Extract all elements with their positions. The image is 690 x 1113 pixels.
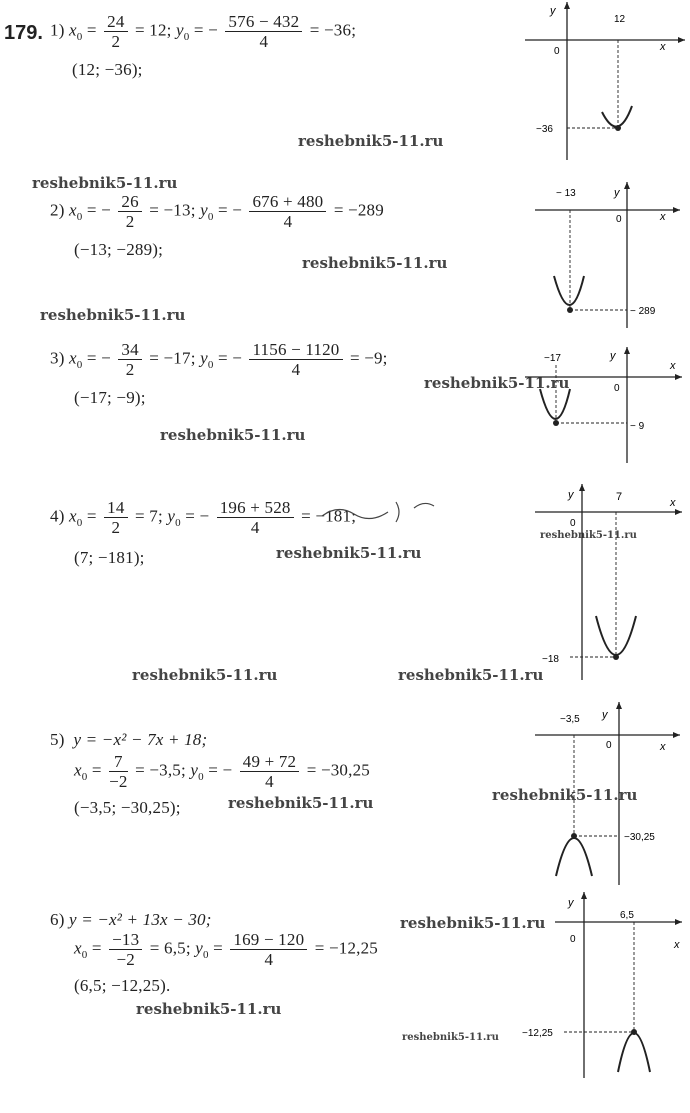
y-axis-label: y <box>550 5 556 17</box>
vertex-point <box>615 125 621 131</box>
denominator: 4 <box>250 518 260 537</box>
solution-5-equation <box>50 730 207 750</box>
result: = −12,25 <box>314 938 379 958</box>
fraction <box>109 752 128 791</box>
subscript: 0 <box>81 948 88 961</box>
result: = 6,5; <box>149 938 191 958</box>
x-axis-label: x <box>660 741 666 753</box>
item-label: 3) <box>50 348 65 368</box>
solution-3-line-1: 3) $x_0$ = − $\frac{34}{2}$ = −17; $y_0$ = − $\frac{1156 - 1120}{4}$ = −9; <box>50 340 388 379</box>
denominator: 4 <box>264 950 274 969</box>
watermark: reshebnik5-11.ru <box>276 544 422 562</box>
denominator: 2 <box>111 518 121 537</box>
numerator: 34 <box>118 340 141 360</box>
parabola-curve <box>618 1033 650 1072</box>
denominator: 4 <box>259 32 269 51</box>
numerator: −13 <box>109 930 142 950</box>
subscript: 0 <box>203 948 209 961</box>
vertex-x-label: −3,5 <box>560 714 580 725</box>
subscript: 0 <box>81 770 88 783</box>
numerator: 24 <box>104 12 127 32</box>
var-y: y <box>167 506 176 526</box>
x-axis-arrow-icon <box>675 509 682 515</box>
x-axis-arrow-icon <box>673 732 680 738</box>
y-axis-arrow-icon <box>564 2 570 9</box>
x-axis-arrow-icon <box>675 374 682 380</box>
watermark: reshebnik5-11.ru <box>132 666 278 684</box>
watermark: reshebnik5-11.ru <box>32 174 178 192</box>
item-label: 1) <box>50 20 65 40</box>
denominator: 2 <box>111 32 121 51</box>
result: = −30,25 <box>306 760 370 780</box>
vertex-point <box>631 1029 637 1035</box>
result: = −36; <box>309 20 357 40</box>
parabola-graph-1 <box>520 0 690 165</box>
var-x: x <box>69 506 77 526</box>
vertex-point-3: (−17; −9); <box>74 388 146 407</box>
parabola-graph-3 <box>520 345 690 470</box>
watermark: reshebnik5-11.ru <box>228 794 374 812</box>
parabola-graph-5 <box>530 700 690 890</box>
origin-label: 0 <box>616 214 622 225</box>
y-axis-arrow-icon <box>624 182 630 189</box>
y-axis-label: y <box>568 897 574 909</box>
watermark: reshebnik5-11.ru <box>298 132 444 150</box>
numerator: 14 <box>104 498 127 518</box>
fraction <box>109 930 142 969</box>
vertex-y-label: −36 <box>536 124 553 135</box>
denominator: −2 <box>116 950 135 969</box>
watermark: reshebnik5-11.ru <box>540 530 637 541</box>
parabola-curve <box>540 389 570 419</box>
denominator: 4 <box>291 360 301 379</box>
vertex-y-label: − 9 <box>630 421 645 432</box>
y-axis-arrow-icon <box>624 347 630 354</box>
solution-2-line-1: 2) $x_0$ = − $\frac{26}{2}$ = −13; $y_0$ = − $\frac{676 + 480}{4}$ = −289 <box>50 192 384 231</box>
origin-label: 0 <box>614 383 620 394</box>
watermark: reshebnik5-11.ru <box>398 666 544 684</box>
solution-1-line-1: 1) $x_0$ = $\frac{24}{2}$ = 12; $y_0$ = − $\frac{576 - 432}{4}$ = −36; <box>50 12 357 51</box>
y-axis-arrow-icon <box>616 702 622 709</box>
vertex-point <box>567 307 573 313</box>
var-x: x <box>69 20 77 40</box>
var-y: y <box>200 200 208 220</box>
var-y: y <box>190 760 199 780</box>
vertex-x-label: 12 <box>614 14 626 25</box>
result: = −3,5; <box>135 760 186 780</box>
vertex-x-label: 7 <box>616 491 623 503</box>
item-label: 2) <box>50 200 65 220</box>
x-axis-label: x <box>674 939 680 951</box>
subscript: 0 <box>76 210 83 223</box>
y-axis-label: y <box>602 709 608 721</box>
item-label: 6) <box>50 910 65 929</box>
numerator: 676 + 480 <box>249 192 326 212</box>
numerator: 576 − 432 <box>225 12 302 32</box>
x-axis-label: x <box>660 41 666 53</box>
solution-4-line-1: 4) $x_0$ = $\frac{14}{2}$ = 7; $y_0$ = − $\frac{196 + 528}{4}$ = −181; <box>50 498 357 537</box>
watermark: reshebnik5-11.ru <box>40 306 186 324</box>
denominator: 2 <box>125 212 135 231</box>
x-axis-label: x <box>670 360 676 372</box>
watermark: reshebnik5-11.ru <box>136 1000 282 1018</box>
y-axis-label: y <box>568 489 574 501</box>
vertex-point-2: (−13; −289); <box>74 240 164 259</box>
subscript: 0 <box>76 30 83 43</box>
solution-6-line-2: $x_0$ = $\frac{-13}{-2}$ = 6,5; $y_0$ = $\frac{169 - 120}{4}$ = −12,25 <box>74 930 379 969</box>
denominator: 4 <box>265 772 274 791</box>
watermark: reshebnik5-11.ru <box>402 1032 499 1043</box>
watermark: reshebnik5-11.ru <box>492 786 638 804</box>
vertex-point-5: (−3,5; −30,25); <box>74 798 181 817</box>
result: = −13; <box>149 200 196 220</box>
fraction <box>249 192 326 231</box>
item-label: 5) <box>50 730 65 749</box>
vertex-y-label: − 289 <box>630 306 656 317</box>
fraction <box>217 498 294 537</box>
numerator: 1156 − 1120 <box>249 340 342 360</box>
x-axis-label: x <box>670 497 676 509</box>
item-label: 4) <box>50 506 65 526</box>
result: = −289 <box>333 200 384 220</box>
origin-label: 0 <box>554 46 560 57</box>
solution-6-equation <box>50 910 212 930</box>
vertex-point <box>613 654 619 660</box>
parabola-curve <box>602 106 632 127</box>
vertex-point-1: (12; −36); <box>72 60 143 79</box>
var-x: x <box>69 200 77 220</box>
subscript: 0 <box>175 516 181 529</box>
fraction <box>104 12 127 51</box>
vertex-x-label: − 13 <box>556 188 576 199</box>
solution-5-line-2: $x_0$ = $\frac{7}{-2}$ = −3,5; $y_0$ = − $\frac{49 + 72}{4}$ = −30,25 <box>74 752 370 791</box>
vertex-point-6: (6,5; −12,25). <box>74 976 171 995</box>
subscript: 0 <box>198 770 204 783</box>
parabola-graph-6 <box>522 890 690 1080</box>
denominator: 4 <box>283 212 293 231</box>
vertex-point-4: (7; −181); <box>74 548 145 567</box>
vertex-y-label: −30,25 <box>624 832 655 843</box>
var-x: x <box>69 348 77 368</box>
y-axis-label: y <box>614 187 620 199</box>
origin-label: 0 <box>570 934 576 945</box>
vertex-point <box>553 420 559 426</box>
result: = −9; <box>349 348 388 368</box>
function-equation: y = −x² − 7x + 18; <box>73 730 208 749</box>
parabola-curve <box>556 838 592 876</box>
x-axis-label: x <box>660 211 666 223</box>
x-axis-arrow-icon <box>673 207 680 213</box>
denominator: 2 <box>125 360 135 379</box>
parabola-curve <box>554 276 584 305</box>
fraction <box>249 340 342 379</box>
fraction <box>104 498 127 537</box>
x-axis-arrow-icon <box>675 919 682 925</box>
result: = −17; <box>149 348 196 368</box>
origin-label: 0 <box>606 740 612 751</box>
var-y: y <box>195 938 203 958</box>
fraction <box>118 192 141 231</box>
numerator: 169 − 120 <box>230 930 307 950</box>
watermark: reshebnik5-11.ru <box>302 254 448 272</box>
numerator: 26 <box>118 192 141 212</box>
fraction <box>225 12 302 51</box>
watermark: reshebnik5-11.ru <box>160 426 306 444</box>
watermark: reshebnik5-11.ru <box>424 374 570 392</box>
subscript: 0 <box>76 358 83 371</box>
var-y: y <box>176 20 184 40</box>
vertex-x-label: 6,5 <box>620 910 634 921</box>
numerator: 49 + 72 <box>240 752 300 772</box>
subscript: 0 <box>207 210 214 223</box>
problem-number: 179. <box>4 22 43 44</box>
var-x: x <box>74 760 82 780</box>
vertex-y-label: −12,25 <box>522 1028 553 1039</box>
var-y: y <box>200 348 208 368</box>
result: = 7; <box>135 506 163 526</box>
result: = −181; <box>301 506 357 526</box>
subscript: 0 <box>207 358 214 371</box>
y-axis-arrow-icon <box>581 892 587 899</box>
subscript: 0 <box>76 516 83 529</box>
vertex-point <box>571 833 577 839</box>
denominator: −2 <box>109 772 128 791</box>
y-axis-label: y <box>610 350 616 362</box>
result: = 12; <box>135 20 172 40</box>
handwritten-scribble <box>318 496 438 526</box>
watermark: reshebnik5-11.ru <box>400 914 546 932</box>
vertex-x-label: −17 <box>544 353 561 364</box>
subscript: 0 <box>183 30 190 43</box>
vertex-y-label: −18 <box>542 654 559 665</box>
fraction <box>118 340 141 379</box>
fraction <box>240 752 300 791</box>
parabola-graph-4 <box>530 482 690 682</box>
var-x: x <box>74 938 82 958</box>
y-axis-arrow-icon <box>579 484 585 491</box>
x-axis-arrow-icon <box>678 37 685 43</box>
numerator: 7 <box>109 752 128 772</box>
origin-label: 0 <box>570 518 576 529</box>
parabola-graph-2 <box>530 180 690 330</box>
fraction <box>230 930 307 969</box>
function-equation: y = −x² + 13x − 30; <box>69 910 212 929</box>
numerator: 196 + 528 <box>217 498 294 518</box>
